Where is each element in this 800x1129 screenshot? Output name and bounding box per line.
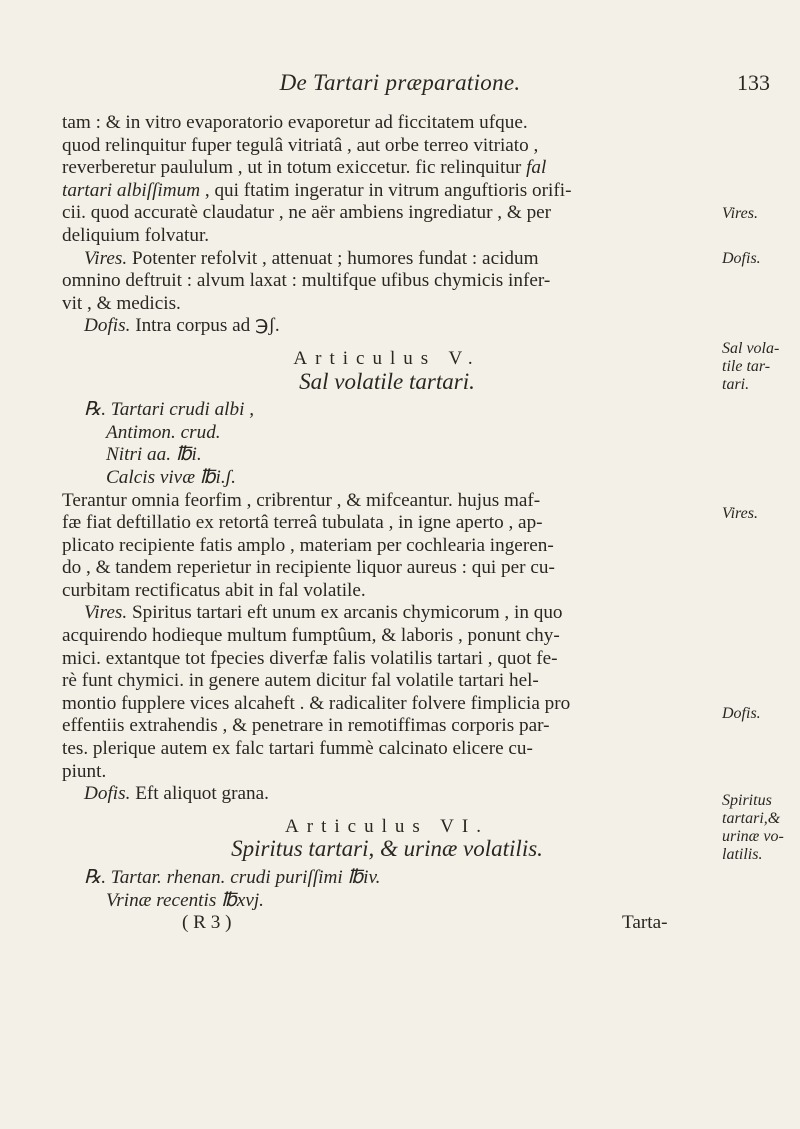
recipe-line: Vrinæ recentis ℔xvj. xyxy=(106,889,264,911)
section-label: Dofis. xyxy=(84,315,131,337)
running-title: De Tartari præparatione. xyxy=(279,70,521,95)
recipe-line: Antimon. crud. xyxy=(106,421,221,443)
recipe-line: ℞. Tartari crudi albi , xyxy=(84,399,255,421)
recipe-line: Nitri aa. ℔i. xyxy=(106,444,202,466)
section-label: Vires. xyxy=(84,247,128,269)
text-line: plicato recipiente fatis amplo , materiam per cochlearia ingeren- xyxy=(62,534,554,556)
text-line: tam : & in vitro evaporatorio evaporetur ad ficcitatem ufque. xyxy=(62,112,528,133)
text-line: reverberetur paululum , ut in totum exiccetur. fic relinquitur fal xyxy=(62,157,547,179)
text-line: mici. extantque tot fpecies diverfæ falis volatilis tartari , quot fe- xyxy=(62,647,558,669)
catchword: Tarta- xyxy=(622,912,668,934)
recipe-list xyxy=(62,867,712,912)
text-line: Terantur omnia feorfim , cribrentur , & mifceantur. hujus maf- xyxy=(62,489,541,511)
text-line: rè funt chymici. in genere autem dicitur fal volatile tartari hel- xyxy=(62,670,539,692)
page-number: 133 xyxy=(737,70,770,95)
text-line: fæ fiat deftillatio ex retortâ terreâ tubulata , in igne aperto , ap- xyxy=(62,512,543,534)
section-label: Dofis. xyxy=(84,783,131,805)
paragraph-dosis xyxy=(62,783,712,806)
margin-note-dosis: Dofis. xyxy=(722,705,761,722)
article-heading: Articulus VI. xyxy=(285,815,489,837)
recipe-line: Calcis vivæ ℔i.ʃ. xyxy=(106,466,236,488)
paragraph-dosis xyxy=(62,315,712,338)
text-line: deliquium folvatur. xyxy=(62,224,210,246)
text-line: Dofis. Intra corpus ad ℈ʃ. xyxy=(84,315,280,337)
text-line: acquirendo hodieque multum fumptûum, & laboris , ponunt chy- xyxy=(62,625,560,647)
margin-note-vires: Vires. xyxy=(722,205,758,222)
paragraph-vires xyxy=(62,602,712,783)
text-line: omnino deftruit : alvum laxat : multifque ufibus chymicis infer- xyxy=(62,270,551,292)
paragraph-preparation xyxy=(62,112,712,248)
recipe-list xyxy=(62,399,712,489)
margin-note-dosis: Dofis. xyxy=(722,250,761,267)
italic-term: tartari albiſſimum xyxy=(62,179,201,201)
margin-note-sal-volatile: Sal vola- tile tar- tari. xyxy=(722,340,780,393)
text-line: quod relinquitur fuper tegulâ vitriatâ , aut orbe terreo vitriato , xyxy=(62,134,539,156)
paragraph-method xyxy=(62,490,712,603)
text-line: do , & tandem reperietur in recipiente liquor aureus : qui per cu- xyxy=(62,557,555,579)
text-line: Dofis. Eft aliquot grana. xyxy=(84,783,269,805)
text-line: piunt. xyxy=(62,760,107,782)
text-line: montio fupplere vices alcaheft . & radicaliter folvere fimplicia pro xyxy=(62,692,571,714)
main-text xyxy=(62,112,712,936)
paragraph-vires xyxy=(62,248,712,316)
section-label: Vires. xyxy=(84,602,128,624)
text-line: Vires. Potenter refolvit , attenuat ; humores fundat : acidum xyxy=(84,247,539,269)
margin-note-vires: Vires. xyxy=(722,505,758,522)
text-line: vit , & medicis. xyxy=(62,292,181,314)
text-line: tartari albiſſimum , qui ftatim ingeratur in vitrum anguftioris orifi- xyxy=(62,179,572,201)
article-subtitle: Sal volatile tartari. xyxy=(299,368,475,394)
text-line: tes. plerique autem ex falc tartari fummè calcinato elicere cu- xyxy=(62,738,533,760)
text-line: cii. quod accuratè claudatur , ne aër ambiens ingrediatur , & per xyxy=(62,202,552,224)
recipe-line: ℞. Tartar. rhenan. crudi puriſſimi ℔iv. xyxy=(84,867,381,888)
text-line: curbitam rectificatus abit in fal volatile. xyxy=(62,579,366,601)
page-footer xyxy=(62,912,712,936)
signature-mark: ( R 3 ) xyxy=(182,912,232,934)
article-subtitle: Spiritus tartari, & urinæ volatilis. xyxy=(231,836,543,862)
text-line: effentiis extrahendis , & penetrare in remotiffimas corporis par- xyxy=(62,715,550,737)
article-heading: Articulus V. xyxy=(293,347,481,369)
text-line: Vires. Spiritus tartari eft unum ex arcanis chymicorum , in quo xyxy=(84,602,563,624)
margin-note-spiritus: Spiritus tartari,& urinæ vo- latilis. xyxy=(722,792,784,863)
italic-term: fal xyxy=(526,157,547,179)
